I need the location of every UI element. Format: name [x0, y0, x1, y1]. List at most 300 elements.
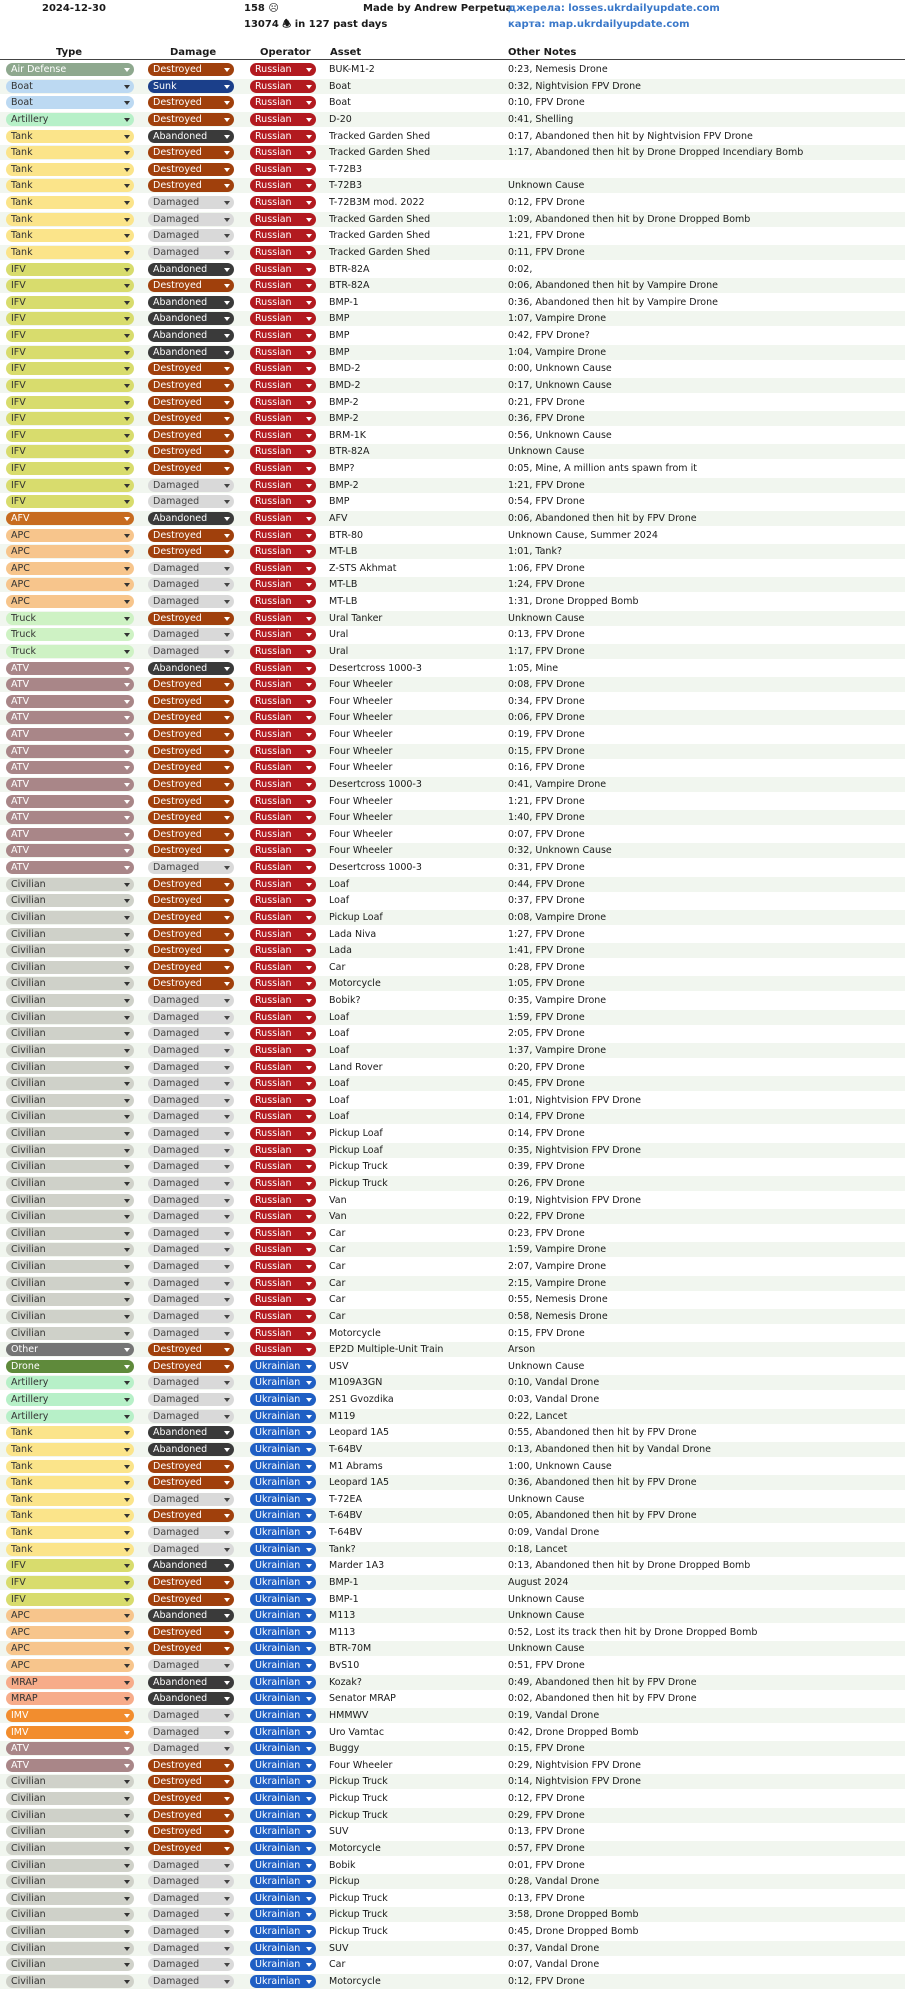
notes-cell[interactable]: 0:56, Unknown Cause [508, 429, 612, 441]
damage-dropdown[interactable] [148, 1061, 234, 1074]
asset-cell[interactable]: Uro Vamtac [329, 1726, 385, 1738]
notes-cell[interactable]: Unknown Cause [508, 612, 585, 624]
asset-cell[interactable]: Desertcross 1000-3 [329, 862, 422, 873]
asset-cell[interactable]: M1 Abrams [329, 1460, 383, 1472]
asset-cell[interactable]: T-72EA [329, 1493, 362, 1505]
damage-dropdown[interactable] [148, 146, 234, 159]
damage-dropdown[interactable] [148, 1077, 234, 1090]
type-dropdown[interactable] [6, 778, 134, 791]
notes-cell[interactable]: 0:05, Mine, A million ants spawn from it [508, 463, 697, 474]
notes-cell[interactable]: 0:16, FPV Drone [508, 762, 585, 774]
notes-cell[interactable]: Arson [508, 1344, 536, 1356]
operator-dropdown[interactable] [250, 628, 316, 641]
operator-dropdown[interactable] [250, 761, 316, 774]
notes-cell[interactable]: 0:15, FPV Drone [508, 1327, 585, 1339]
asset-cell[interactable]: BMP [329, 496, 350, 508]
type-dropdown[interactable] [6, 562, 134, 575]
notes-cell[interactable]: 0:10, Vandal Drone [508, 1377, 600, 1389]
type-dropdown[interactable] [6, 1526, 134, 1539]
notes-cell[interactable]: 0:02, Abandoned then hit by FPV Drone [508, 1693, 697, 1705]
asset-cell[interactable]: MT-LB [329, 546, 358, 558]
type-dropdown[interactable] [6, 1144, 134, 1157]
operator-dropdown[interactable] [250, 1144, 316, 1157]
damage-dropdown[interactable] [148, 1859, 234, 1872]
damage-dropdown[interactable] [148, 1509, 234, 1522]
asset-cell[interactable]: Four Wheeler [329, 1759, 393, 1771]
notes-cell[interactable]: 1:05, Mine [508, 662, 559, 674]
asset-cell[interactable]: Pickup Truck [329, 1926, 388, 1937]
operator-dropdown[interactable] [250, 1293, 316, 1306]
type-dropdown[interactable] [6, 1892, 134, 1905]
damage-dropdown[interactable] [148, 628, 234, 641]
damage-dropdown[interactable] [148, 1892, 234, 1905]
operator-dropdown[interactable] [250, 1343, 316, 1356]
operator-dropdown[interactable] [250, 1676, 316, 1689]
notes-cell[interactable]: 0:09, Vandal Drone [508, 1527, 600, 1538]
damage-dropdown[interactable] [148, 678, 234, 691]
damage-dropdown[interactable] [148, 1177, 234, 1190]
type-dropdown[interactable] [6, 1260, 134, 1273]
type-dropdown[interactable] [6, 977, 134, 990]
notes-cell[interactable]: 1:37, Vampire Drone [508, 1044, 607, 1056]
type-dropdown[interactable] [6, 1310, 134, 1323]
damage-dropdown[interactable] [148, 279, 234, 292]
type-dropdown[interactable] [6, 662, 134, 675]
asset-cell[interactable]: SUV [329, 1826, 349, 1838]
operator-dropdown[interactable] [250, 1975, 316, 1988]
notes-cell[interactable]: 0:23, FPV Drone [508, 1227, 585, 1239]
notes-cell[interactable]: 0:52, Lost its track then hit by Drone Dropped Bomb [508, 1626, 758, 1638]
type-dropdown[interactable] [6, 994, 134, 1007]
operator-dropdown[interactable] [250, 63, 316, 76]
operator-dropdown[interactable] [250, 1775, 316, 1788]
notes-cell[interactable]: 0:57, FPV Drone [508, 1842, 585, 1854]
operator-dropdown[interactable] [250, 445, 316, 458]
notes-cell[interactable]: 0:18, Lancet [508, 1543, 568, 1555]
operator-dropdown[interactable] [250, 795, 316, 808]
operator-dropdown[interactable] [250, 1094, 316, 1107]
operator-dropdown[interactable] [250, 1260, 316, 1273]
damage-dropdown[interactable] [148, 312, 234, 325]
type-dropdown[interactable] [6, 595, 134, 608]
type-dropdown[interactable] [6, 63, 134, 76]
asset-cell[interactable]: Leopard 1A5 [329, 1427, 390, 1439]
operator-dropdown[interactable] [250, 1593, 316, 1606]
notes-cell[interactable]: 0:45, FPV Drone [508, 1078, 585, 1090]
operator-dropdown[interactable] [250, 1227, 316, 1240]
type-dropdown[interactable] [6, 1426, 134, 1439]
asset-cell[interactable]: T-72B3 [329, 163, 363, 175]
asset-cell[interactable]: Four Wheeler [329, 712, 393, 724]
notes-cell[interactable]: 0:05, Abandoned then hit by FPV Drone [508, 1510, 697, 1522]
damage-dropdown[interactable] [148, 1543, 234, 1556]
operator-dropdown[interactable] [250, 928, 316, 941]
operator-dropdown[interactable] [250, 1277, 316, 1290]
type-dropdown[interactable] [6, 196, 134, 209]
damage-dropdown[interactable] [148, 1526, 234, 1539]
asset-cell[interactable]: BMP [329, 330, 350, 341]
notes-cell[interactable]: 2:05, FPV Drone [508, 1028, 585, 1040]
damage-dropdown[interactable] [148, 1709, 234, 1722]
asset-cell[interactable]: BMP-1 [329, 1576, 359, 1588]
asset-cell[interactable]: Tracked Garden Shed [329, 246, 431, 258]
operator-dropdown[interactable] [250, 346, 316, 359]
column-header-damage[interactable]: Damage [170, 47, 217, 58]
type-dropdown[interactable] [6, 711, 134, 724]
operator-dropdown[interactable] [250, 994, 316, 1007]
notes-cell[interactable]: 1:21, FPV Drone [508, 795, 585, 807]
asset-cell[interactable]: Car [329, 1261, 346, 1272]
type-dropdown[interactable] [6, 745, 134, 758]
asset-cell[interactable]: T-72B3 [329, 180, 363, 192]
asset-cell[interactable]: Motorcycle [329, 1842, 381, 1854]
damage-dropdown[interactable] [148, 1659, 234, 1672]
operator-dropdown[interactable] [250, 844, 316, 857]
asset-cell[interactable]: Leopard 1A5 [329, 1477, 390, 1489]
operator-dropdown[interactable] [250, 479, 316, 492]
damage-dropdown[interactable] [148, 961, 234, 974]
type-dropdown[interactable] [6, 828, 134, 841]
notes-cell[interactable]: 0:49, Abandoned then hit by FPV Drone [508, 1676, 697, 1688]
type-dropdown[interactable] [6, 1742, 134, 1755]
asset-cell[interactable]: T-72B3M mod. 2022 [329, 197, 425, 208]
notes-cell[interactable]: 1:31, Drone Dropped Bomb [508, 596, 639, 607]
damage-dropdown[interactable] [148, 1958, 234, 1971]
damage-dropdown[interactable] [148, 429, 234, 442]
damage-dropdown[interactable] [148, 795, 234, 808]
damage-dropdown[interactable] [148, 495, 234, 508]
asset-cell[interactable]: M113 [329, 1626, 356, 1638]
type-dropdown[interactable] [6, 1676, 134, 1689]
damage-dropdown[interactable] [148, 263, 234, 276]
type-dropdown[interactable] [6, 1576, 134, 1589]
notes-cell[interactable]: 1:24, FPV Drone [508, 579, 585, 591]
type-dropdown[interactable] [6, 1410, 134, 1423]
operator-dropdown[interactable] [250, 329, 316, 342]
damage-dropdown[interactable] [148, 711, 234, 724]
asset-cell[interactable]: Four Wheeler [329, 679, 393, 691]
type-dropdown[interactable] [6, 1293, 134, 1306]
notes-cell[interactable]: 2:15, Vampire Drone [508, 1277, 607, 1289]
notes-cell[interactable]: 0:17, Abandoned then hit by Nightvision FPV Drone [508, 130, 753, 142]
asset-cell[interactable]: BTR-82A [329, 280, 370, 292]
damage-dropdown[interactable] [148, 1393, 234, 1406]
notes-cell[interactable]: 2:07, Vampire Drone [508, 1261, 607, 1272]
notes-cell[interactable]: 0:42, Drone Dropped Bomb [508, 1726, 639, 1738]
type-dropdown[interactable] [6, 1809, 134, 1822]
damage-dropdown[interactable] [148, 911, 234, 924]
type-dropdown[interactable] [6, 1343, 134, 1356]
notes-cell[interactable]: Unknown Cause [508, 1610, 585, 1622]
type-dropdown[interactable] [6, 1726, 134, 1739]
damage-dropdown[interactable] [148, 479, 234, 492]
operator-dropdown[interactable] [250, 412, 316, 425]
asset-cell[interactable]: Loaf [329, 1044, 350, 1056]
operator-dropdown[interactable] [250, 113, 316, 126]
operator-dropdown[interactable] [250, 1576, 316, 1589]
operator-dropdown[interactable] [250, 1476, 316, 1489]
operator-dropdown[interactable] [250, 1543, 316, 1556]
asset-cell[interactable]: Loaf [329, 1094, 350, 1106]
damage-dropdown[interactable] [148, 362, 234, 375]
damage-dropdown[interactable] [148, 828, 234, 841]
operator-dropdown[interactable] [250, 1526, 316, 1539]
type-dropdown[interactable] [6, 279, 134, 292]
operator-dropdown[interactable] [250, 362, 316, 375]
notes-cell[interactable]: 0:21, FPV Drone [508, 396, 585, 408]
operator-dropdown[interactable] [250, 80, 316, 93]
asset-cell[interactable]: M109A3GN [329, 1377, 383, 1389]
notes-cell[interactable]: 1:59, Vampire Drone [508, 1244, 607, 1256]
damage-dropdown[interactable] [148, 163, 234, 176]
operator-dropdown[interactable] [250, 1825, 316, 1838]
operator-dropdown[interactable] [250, 662, 316, 675]
type-dropdown[interactable] [6, 429, 134, 442]
notes-cell[interactable]: 0:19, Vandal Drone [508, 1709, 600, 1721]
damage-dropdown[interactable] [148, 1327, 234, 1340]
type-dropdown[interactable] [6, 928, 134, 941]
operator-dropdown[interactable] [250, 396, 316, 409]
type-dropdown[interactable] [6, 811, 134, 824]
operator-dropdown[interactable] [250, 1027, 316, 1040]
operator-dropdown[interactable] [250, 179, 316, 192]
damage-dropdown[interactable] [148, 296, 234, 309]
type-dropdown[interactable] [6, 246, 134, 259]
notes-cell[interactable]: 0:19, FPV Drone [508, 729, 585, 740]
notes-cell[interactable]: 0:13, FPV Drone [508, 1892, 585, 1904]
damage-dropdown[interactable] [148, 844, 234, 857]
asset-cell[interactable]: Car [329, 1959, 346, 1971]
operator-dropdown[interactable] [250, 196, 316, 209]
asset-cell[interactable]: 2S1 Gvozdika [329, 1394, 394, 1405]
operator-dropdown[interactable] [250, 545, 316, 558]
damage-dropdown[interactable] [148, 329, 234, 342]
damage-dropdown[interactable] [148, 1343, 234, 1356]
type-dropdown[interactable] [6, 578, 134, 591]
operator-dropdown[interactable] [250, 562, 316, 575]
asset-cell[interactable]: BvS10 [329, 1660, 360, 1671]
asset-cell[interactable]: T-64BV [329, 1510, 363, 1522]
asset-cell[interactable]: Pickup Truck [329, 1177, 388, 1189]
damage-dropdown[interactable] [148, 761, 234, 774]
type-dropdown[interactable] [6, 229, 134, 242]
notes-cell[interactable]: Unknown Cause [508, 180, 585, 192]
type-dropdown[interactable] [6, 1593, 134, 1606]
damage-dropdown[interactable] [148, 1160, 234, 1173]
operator-dropdown[interactable] [250, 944, 316, 957]
operator-dropdown[interactable] [250, 894, 316, 907]
type-dropdown[interactable] [6, 479, 134, 492]
asset-cell[interactable]: BTR-82A [329, 263, 370, 275]
damage-dropdown[interactable] [148, 811, 234, 824]
type-dropdown[interactable] [6, 346, 134, 359]
notes-cell[interactable]: 0:39, FPV Drone [508, 1161, 585, 1173]
asset-cell[interactable]: T-64BV [329, 1443, 363, 1455]
operator-dropdown[interactable] [250, 911, 316, 924]
notes-cell[interactable]: 0:55, Nemesis Drone [508, 1294, 608, 1306]
operator-dropdown[interactable] [250, 1127, 316, 1140]
type-dropdown[interactable] [6, 911, 134, 924]
type-dropdown[interactable] [6, 1975, 134, 1988]
notes-cell[interactable]: 0:23, Nemesis Drone [508, 64, 608, 75]
damage-dropdown[interactable] [148, 1410, 234, 1423]
operator-dropdown[interactable] [250, 1493, 316, 1506]
operator-dropdown[interactable] [250, 1177, 316, 1190]
operator-dropdown[interactable] [250, 163, 316, 176]
asset-cell[interactable]: Loaf [329, 1028, 350, 1040]
notes-cell[interactable]: 1:05, FPV Drone [508, 978, 585, 990]
notes-cell[interactable]: 0:00, Unknown Cause [508, 363, 612, 375]
asset-cell[interactable]: BMP-2 [329, 413, 359, 425]
type-dropdown[interactable] [6, 1227, 134, 1240]
notes-cell[interactable]: 0:37, FPV Drone [508, 895, 585, 907]
operator-dropdown[interactable] [250, 1892, 316, 1905]
damage-dropdown[interactable] [148, 1194, 234, 1207]
asset-cell[interactable]: Motorcycle [329, 978, 381, 990]
damage-dropdown[interactable] [148, 396, 234, 409]
type-dropdown[interactable] [6, 312, 134, 325]
asset-cell[interactable]: Motorcycle [329, 1975, 381, 1987]
column-header-operator[interactable]: Operator [260, 47, 311, 58]
operator-dropdown[interactable] [250, 1210, 316, 1223]
notes-cell[interactable]: 0:29, Nightvision FPV Drone [508, 1759, 641, 1771]
asset-cell[interactable]: SUV [329, 1942, 349, 1954]
asset-cell[interactable]: Tracked Garden Shed [329, 230, 431, 242]
type-dropdown[interactable] [6, 878, 134, 891]
asset-cell[interactable]: Bobik? [329, 995, 361, 1006]
notes-cell[interactable]: 0:13, FPV Drone [508, 629, 585, 641]
asset-cell[interactable]: Ural [329, 645, 349, 657]
notes-cell[interactable]: 1:27, FPV Drone [508, 928, 585, 940]
operator-dropdown[interactable] [250, 1011, 316, 1024]
asset-cell[interactable]: BUK-M1-2 [329, 64, 375, 75]
type-dropdown[interactable] [6, 1044, 134, 1057]
damage-dropdown[interactable] [148, 130, 234, 143]
asset-cell[interactable]: Senator MRAP [329, 1693, 396, 1705]
operator-dropdown[interactable] [250, 1809, 316, 1822]
type-dropdown[interactable] [6, 462, 134, 475]
notes-cell[interactable]: 0:12, FPV Drone [508, 197, 585, 208]
notes-cell[interactable]: Unknown Cause [508, 1493, 585, 1505]
asset-cell[interactable]: Boat [329, 80, 351, 92]
notes-cell[interactable]: 0:41, Shelling [508, 113, 574, 125]
operator-dropdown[interactable] [250, 811, 316, 824]
operator-dropdown[interactable] [250, 1859, 316, 1872]
operator-dropdown[interactable] [250, 1958, 316, 1971]
operator-dropdown[interactable] [250, 146, 316, 159]
notes-cell[interactable]: 0:06, Abandoned then hit by Vampire Drone [508, 280, 718, 292]
damage-dropdown[interactable] [148, 1975, 234, 1988]
operator-dropdown[interactable] [250, 645, 316, 658]
notes-cell[interactable]: 1:40, FPV Drone [508, 812, 585, 824]
type-dropdown[interactable] [6, 1194, 134, 1207]
notes-cell[interactable]: 0:28, Vandal Drone [508, 1876, 600, 1888]
asset-cell[interactable]: HMMWV [329, 1709, 369, 1721]
damage-dropdown[interactable] [148, 1110, 234, 1123]
asset-cell[interactable]: Desertcross 1000-3 [329, 778, 422, 790]
operator-dropdown[interactable] [250, 1061, 316, 1074]
type-dropdown[interactable] [6, 1027, 134, 1040]
damage-dropdown[interactable] [148, 977, 234, 990]
damage-dropdown[interactable] [148, 695, 234, 708]
asset-cell[interactable]: BRM-1K [329, 429, 367, 441]
asset-cell[interactable]: Pickup Truck [329, 1909, 388, 1921]
notes-cell[interactable]: 0:58, Nemesis Drone [508, 1310, 608, 1322]
asset-cell[interactable]: BTR-80 [329, 529, 364, 541]
notes-cell[interactable]: 0:22, FPV Drone [508, 1211, 585, 1223]
damage-dropdown[interactable] [148, 1576, 234, 1589]
asset-cell[interactable]: Four Wheeler [329, 762, 393, 774]
asset-cell[interactable]: BMP-1 [329, 1593, 359, 1605]
notes-cell[interactable]: Unknown Cause, Summer 2024 [508, 529, 658, 541]
type-dropdown[interactable] [6, 1842, 134, 1855]
operator-dropdown[interactable] [250, 1942, 316, 1955]
damage-dropdown[interactable] [148, 1609, 234, 1622]
damage-dropdown[interactable] [148, 1759, 234, 1772]
asset-cell[interactable]: D-20 [329, 113, 352, 125]
type-dropdown[interactable] [6, 1460, 134, 1473]
damage-dropdown[interactable] [148, 512, 234, 525]
operator-dropdown[interactable] [250, 1726, 316, 1739]
type-dropdown[interactable] [6, 1360, 134, 1373]
notes-cell[interactable]: 1:09, Abandoned then hit by Drone Dropped Bomb [508, 213, 751, 225]
notes-cell[interactable]: 1:21, FPV Drone [508, 479, 585, 491]
asset-cell[interactable]: Four Wheeler [329, 812, 393, 824]
notes-cell[interactable]: 1:17, FPV Drone [508, 645, 585, 657]
operator-dropdown[interactable] [250, 1875, 316, 1888]
notes-cell[interactable]: 0:37, Vandal Drone [508, 1942, 600, 1954]
notes-cell[interactable]: 0:45, Drone Dropped Bomb [508, 1926, 639, 1937]
asset-cell[interactable]: Z-STS Akhmat [329, 562, 397, 574]
type-dropdown[interactable] [6, 379, 134, 392]
type-dropdown[interactable] [6, 1559, 134, 1572]
damage-dropdown[interactable] [148, 1011, 234, 1024]
type-dropdown[interactable] [6, 146, 134, 159]
type-dropdown[interactable] [6, 445, 134, 458]
damage-dropdown[interactable] [148, 1493, 234, 1506]
asset-cell[interactable]: T-64BV [329, 1527, 363, 1538]
damage-dropdown[interactable] [148, 1809, 234, 1822]
asset-cell[interactable]: Lada [329, 945, 352, 957]
type-dropdown[interactable] [6, 645, 134, 658]
type-dropdown[interactable] [6, 1942, 134, 1955]
asset-cell[interactable]: Pickup Loaf [329, 1144, 383, 1156]
asset-cell[interactable]: Loaf [329, 1078, 350, 1090]
type-dropdown[interactable] [6, 512, 134, 525]
asset-cell[interactable]: Buggy [329, 1743, 360, 1755]
type-dropdown[interactable] [6, 1642, 134, 1655]
notes-cell[interactable]: 0:15, FPV Drone [508, 745, 585, 757]
notes-cell[interactable]: 0:08, Vampire Drone [508, 911, 607, 923]
notes-cell[interactable]: 0:41, Vampire Drone [508, 778, 607, 790]
type-dropdown[interactable] [6, 1709, 134, 1722]
notes-cell[interactable]: 0:03, Vandal Drone [508, 1394, 600, 1405]
damage-dropdown[interactable] [148, 113, 234, 126]
damage-dropdown[interactable] [148, 346, 234, 359]
operator-dropdown[interactable] [250, 695, 316, 708]
type-dropdown[interactable] [6, 1509, 134, 1522]
operator-dropdown[interactable] [250, 529, 316, 542]
asset-cell[interactable]: BMP [329, 313, 350, 325]
damage-dropdown[interactable] [148, 246, 234, 259]
notes-cell[interactable]: 0:51, FPV Drone [508, 1660, 585, 1671]
damage-dropdown[interactable] [148, 662, 234, 675]
notes-cell[interactable]: 1:59, FPV Drone [508, 1011, 585, 1023]
asset-cell[interactable]: BMP-1 [329, 296, 359, 308]
damage-dropdown[interactable] [148, 1460, 234, 1473]
operator-dropdown[interactable] [250, 1327, 316, 1340]
notes-cell[interactable]: 0:13, FPV Drone [508, 1826, 585, 1838]
